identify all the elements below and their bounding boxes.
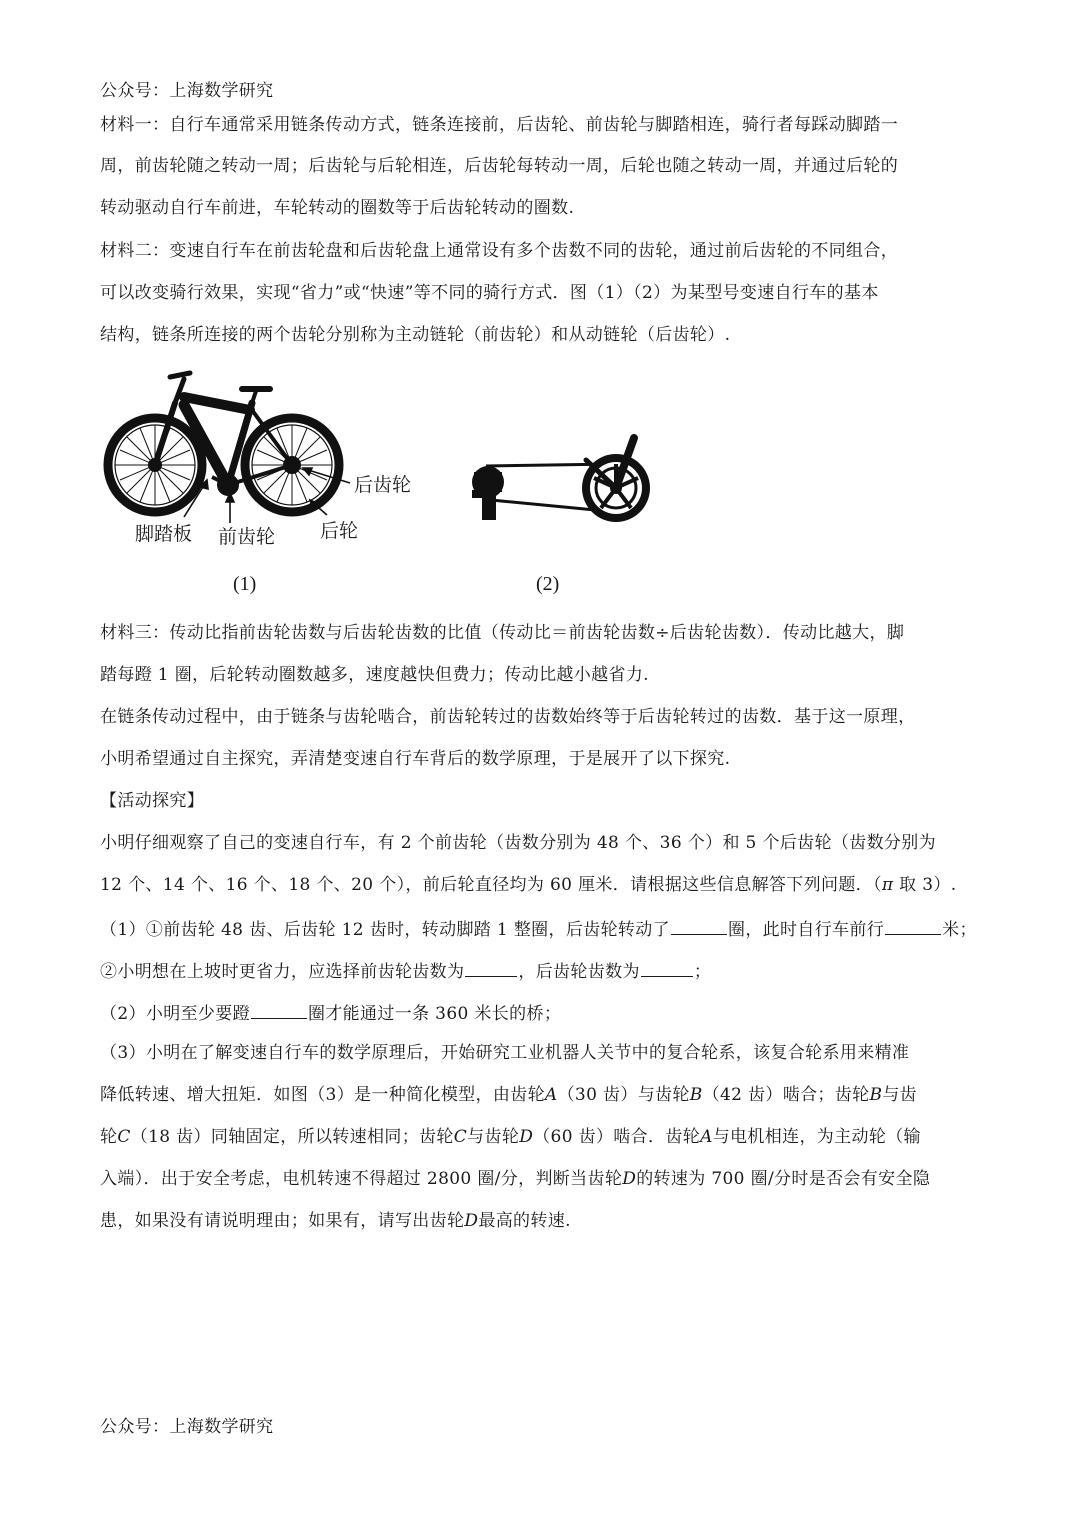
q1a-text3: 米； <box>942 920 977 940</box>
answer-blank-q1a-1[interactable] <box>671 916 727 935</box>
q1b-text1: ②小明想在上坡时更省力，应选择前齿轮齿数为 <box>100 962 465 982</box>
q3-l2a: 降低转速、增大扭矩．如图（3）是一种简化模型，由齿轮 <box>100 1085 545 1105</box>
page-header: 公众号：上海数学研究 <box>100 81 274 101</box>
activity-title: 【活动探究】 <box>100 791 205 811</box>
question1-part-b <box>100 958 711 983</box>
q1b-text3: ； <box>693 962 712 982</box>
pi-symbol: π <box>881 875 894 895</box>
answer-blank-q1b-2[interactable] <box>641 958 693 977</box>
activity-line2-end: 取 3）. <box>893 875 957 895</box>
q3-l3c: 与齿轮 <box>467 1127 520 1147</box>
callout-rear-wheel: 后轮 <box>320 520 359 542</box>
q3-l3b: （18 齿）同轴固定，所以转速相同；齿轮 <box>130 1127 454 1147</box>
q3-l5b: 最高的转速. <box>478 1211 571 1231</box>
question3-line2 <box>100 1084 917 1106</box>
q3-l3a: 轮 <box>100 1127 118 1147</box>
question2 <box>100 1000 561 1025</box>
answer-blank-q2[interactable] <box>251 1000 307 1019</box>
q3-l2d: 与齿 <box>882 1085 918 1105</box>
q2-text1: （2）小明至少要蹬 <box>100 1004 250 1024</box>
q1b-text2: ，后齿轮齿数为 <box>518 962 640 982</box>
chain-text-line2: 小明希望通过自主探究，弄清楚变速自行车背后的数学原理，于是展开了以下探究. <box>100 749 731 769</box>
activity-line2-text: 12 个、14 个、16 个、18 个、20 个），前后轮直径均为 60 厘米．请根据这些信息解答下列问题．（ <box>100 875 882 895</box>
var-C: C <box>117 1127 131 1147</box>
var-D-2: D <box>622 1169 637 1189</box>
var-C-2: C <box>453 1127 468 1147</box>
q1a-text2: 圈，此时自行车前行 <box>727 920 885 940</box>
question3-line5 <box>100 1210 571 1232</box>
callout-pedal: 脚踏板 <box>135 523 193 545</box>
material2-line3: 结构，链条所连接的两个齿轮分别称为主动链轮（前齿轮）和从动链轮（后齿轮）. <box>100 325 731 345</box>
material2-line1: 材料二：变速自行车在前齿轮盘和后齿轮盘上通常设有多个齿数不同的齿轮，通过前后齿轮的不同组合， <box>100 241 899 261</box>
callout-front-gear: 前齿轮 <box>218 526 276 548</box>
material3-line2: 踏每蹬 1 圈，后轮转动圈数越多，速度越快但费力；传动比越小越省力. <box>100 665 649 685</box>
var-A-2: A <box>700 1127 713 1147</box>
bicycle-frame <box>155 373 292 485</box>
chain-gear-illustration <box>466 430 666 530</box>
question3-line4 <box>100 1168 930 1190</box>
answer-blank-q1a-2[interactable] <box>885 916 941 935</box>
var-D: D <box>519 1127 534 1147</box>
var-D-3: D <box>464 1211 479 1231</box>
q1a-text1: （1）①前齿轮 48 齿、后齿轮 12 齿时，转动脚踏 1 整圈，后齿轮转动了 <box>100 920 670 940</box>
material2-line2: 可以改变骑行效果，实现“省力”或“快速”等不同的骑行方式．图（1）（2）为某型号变速自行车的基本 <box>100 283 879 303</box>
question3-line3 <box>100 1126 921 1148</box>
var-A: A <box>544 1085 558 1105</box>
figure-label-2: (2) <box>536 573 560 595</box>
callout-rear-gear: 后齿轮 <box>354 474 412 496</box>
material1-line3: 转动驱动自行车前进，车轮转动的圈数等于后齿轮转动的圈数. <box>100 198 575 218</box>
q3-l4a: 入端）．出于安全考虑，电机转速不得超过 2800 圈/分，判断当齿轮 <box>100 1169 623 1189</box>
q3-l3d: （60 齿）啮合．齿轮 <box>533 1127 701 1147</box>
q2-text2: 圈才能通过一条 360 米长的桥； <box>307 1004 562 1024</box>
var-B: B <box>689 1085 703 1105</box>
activity-line1: 小明仔细观察了自己的变速自行车，有 2 个前齿轮（齿数分别为 48 个、36 个）和 5 个后齿轮（齿数分别为 <box>100 833 936 853</box>
q3-l3e: 与电机相连，为主动轮（输 <box>712 1127 921 1147</box>
material3-line1: 材料三：传动比指前齿轮齿数与后齿轮齿数的比值（传动比＝前齿轮齿数÷后齿轮齿数）．传动比越大，脚 <box>100 623 905 643</box>
material1-line2: 周，前齿轮随之转动一周；后齿轮与后轮相连，后齿轮每转动一周，后轮也随之转动一周，并通过后轮的 <box>100 156 899 176</box>
activity-line2 <box>100 874 957 896</box>
q3-l2b: （30 齿）与齿轮 <box>557 1085 690 1105</box>
material1-line1: 材料一：自行车通常采用链条传动方式，链条连接前，后齿轮、前齿轮与脚踏相连，骑行者每踩动脚踏一 <box>100 115 899 135</box>
answer-blank-q1b-1[interactable] <box>465 958 517 977</box>
chain-text-line1: 在链条传动过程中，由于链条与齿轮啮合，前齿轮转过的齿数始终等于后齿轮转过的齿数．基于这一原理， <box>100 707 916 727</box>
page-footer: 公众号：上海数学研究 <box>100 1417 274 1437</box>
q3-l4b: 的转速为 700 圈/分时是否会有安全隐 <box>636 1169 931 1189</box>
question3-line1: （3）小明在了解变速自行车的数学原理后，开始研究工业机器人关节中的复合轮系，该复合轮系用来精准 <box>100 1043 910 1063</box>
q3-l5a: 患，如果没有请说明理由；如果有，请写出齿轮 <box>100 1211 465 1231</box>
rear-cassette <box>472 466 504 520</box>
var-B-2: B <box>869 1085 883 1105</box>
chain-gear-figure <box>466 430 666 530</box>
figure-label-1: (1) <box>233 573 257 595</box>
question1-part-a <box>100 916 977 941</box>
q3-l2c: （42 齿）啮合；齿轮 <box>702 1085 870 1105</box>
